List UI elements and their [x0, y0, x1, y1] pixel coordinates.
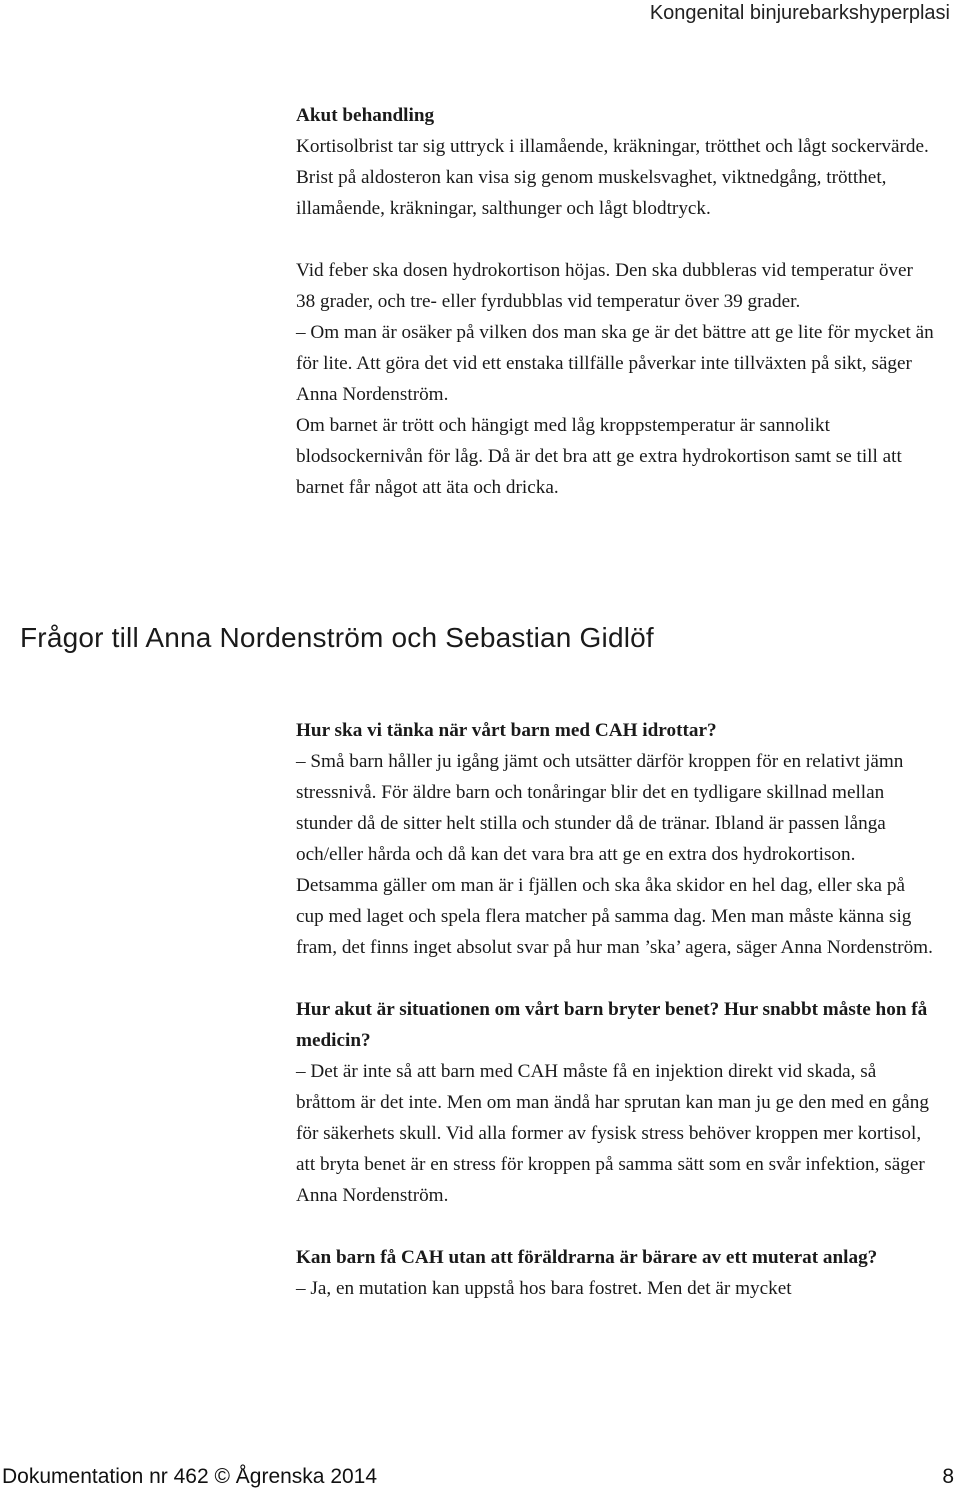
footer-publication: Dokumentation nr 462 © Ågrenska 2014	[2, 1465, 378, 1488]
answer-2: – Det är inte så att barn med CAH måste få en injektion direkt vid skada, så bråttom är det inte. Men om man ändå har sprutan kan man ju ge den med en gång för säkerhets skull. Vid alla former av fysisk stress behöver kroppen mer kortisol, att bryta benet är en stress för kroppen på samma sätt som en svår infektion, säger Anna Nordenström.	[296, 1061, 929, 1206]
answer-1: – Små barn håller ju igång jämt och utsätter därför kroppen för en relativt jämn stressnivå. För äldre barn och tonåringar blir det en tydligare skillnad mellan stunder då de sitter helt stilla och stunder då de tränar. Ibland är passen långa och/eller hårda och då kan det vara bra att ge en extra dos hydrokortison. Detsamma gäller om man är i fjällen och ska åka skidor en hel dag, eller ska på cup med laget och spela flera matcher på samma dag. Men man måste känna sig fram, det finns inget absolut svar på hur man ’ska’ agera, säger Anna Nordenström.	[296, 751, 933, 958]
acute-paragraph-3: – Om man är osäker på vilken dos man ska ge är det bättre att ge lite för mycket än för lite. Att göra det vid ett enstaka tillfälle påverkar inte tillväxten på sikt, säger Anna Nordenström.	[296, 322, 934, 405]
running-head: Kongenital binjurebarkshyperplasi	[649, 2, 950, 24]
page-number: 8	[942, 1465, 954, 1488]
answer-3: – Ja, en mutation kan uppstå hos bara fostret. Men det är mycket	[296, 1278, 792, 1299]
question-3: Kan barn få CAH utan att föräldrarna är bärare av ett muterat anlag?	[296, 1247, 878, 1268]
question-1: Hur ska vi tänka när vårt barn med CAH idrottar?	[296, 720, 717, 741]
acute-paragraph-1: Kortisolbrist tar sig uttryck i illamående, kräkningar, trötthet och lågt sockervärde. Brist på aldosteron kan visa sig genom muskelsvaghet, viktnedgång, trötthet, illamående, kräkningar, salthunger och lågt blodtryck.	[296, 136, 929, 219]
acute-paragraph-2: Vid feber ska dosen hydrokortison höjas. Den ska dubbleras vid temperatur över 38 grader, och tre- eller fyrdubblas vid temperatur över 39 grader.	[296, 260, 913, 312]
question-2: Hur akut är situationen om vårt barn bryter benet? Hur snabbt måste hon få medicin?	[296, 999, 928, 1051]
section-title: Frågor till Anna Nordenström och Sebastian Gidlöf	[20, 622, 654, 653]
qa-section	[296, 715, 936, 1304]
acute-treatment-section	[296, 100, 936, 503]
acute-treatment-heading: Akut behandling	[296, 105, 435, 126]
acute-paragraph-4: Om barnet är trött och hängigt med låg kroppstemperatur är sannolikt blodsockernivån för låg. Då är det bra att ge extra hydrokortison samt se till att barnet får något att äta och dricka.	[296, 415, 902, 498]
page-footer	[0, 1464, 960, 1490]
